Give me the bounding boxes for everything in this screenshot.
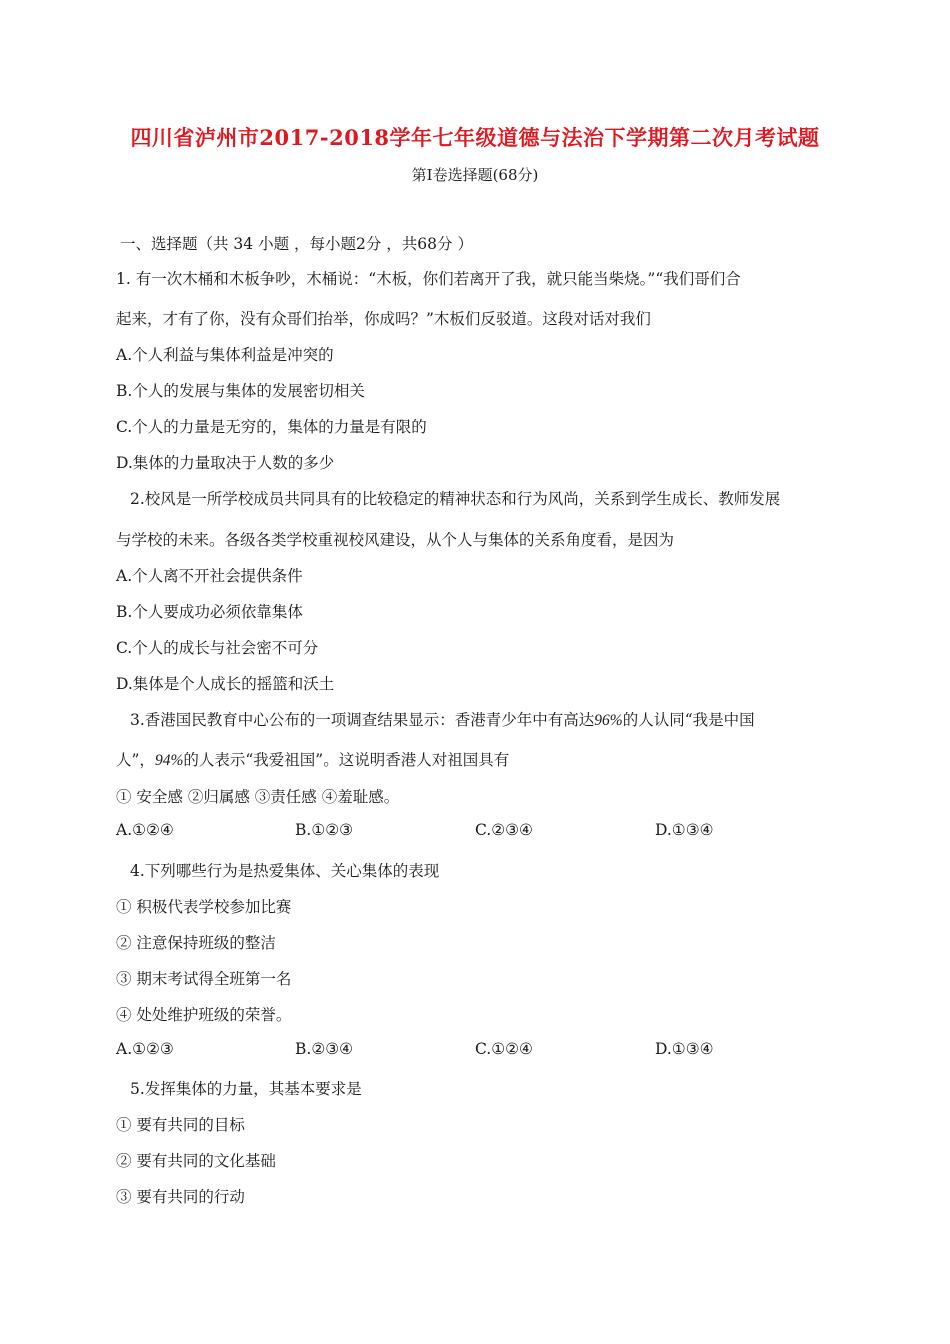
question-4-option-c: C.①②④: [475, 1040, 533, 1058]
question-3-line-1-text-a: 3.香港国民教育中心公布的一项调查结果显示：香港青少年中有高达: [130, 711, 595, 729]
question-4-option-a: A.①②③: [116, 1040, 174, 1058]
question-4-item-1: ① 积极代表学校参加比赛: [116, 898, 292, 916]
question-3-line-1: [130, 708, 755, 730]
question-2-line-2: 与学校的未来。各级各类学校重视校风建设，从个人与集体的关系角度看，是因为: [116, 531, 675, 549]
question-3-percent-1: 96%: [594, 712, 623, 729]
question-4-stem: 4.下列哪些行为是热爱集体、关心集体的表现: [130, 862, 440, 880]
question-3-line-2: [116, 748, 509, 770]
question-2-option-d: D.集体是个人成长的摇篮和沃土: [116, 675, 335, 693]
question-2-option-b: B.个人要成功必须依靠集体: [116, 603, 303, 621]
question-1-option-d: D.集体的力量取决于人数的多少: [116, 454, 335, 472]
question-2-option-c: C.个人的成长与社会密不可分: [116, 639, 319, 657]
question-3-line-1-text-b: 的人认同“我是中国: [622, 711, 755, 729]
question-3-percent-2: 94%: [154, 752, 184, 769]
question-1-option-c: C.个人的力量是无穷的，集体的力量是有限的: [116, 418, 427, 436]
question-2-line-1: 2.校风是一所学校成员共同具有的比较稳定的精神状态和行为风尚，关系到学生成长、教师发展: [130, 490, 781, 508]
question-1-option-b: B.个人的发展与集体的发展密切相关: [116, 382, 365, 400]
question-4-item-3: ③ 期末考试得全班第一名: [116, 970, 292, 988]
question-3-option-d: D.①③④: [655, 821, 714, 839]
question-5-stem: 5.发挥集体的力量，其基本要求是: [130, 1080, 362, 1098]
question-3-option-b: B.①②③: [295, 821, 354, 839]
question-3-line-2-text-a: 人”，: [116, 751, 155, 769]
question-5-item-3: ③ 要有共同的行动: [116, 1188, 245, 1206]
section-heading: 一、选择题（共 34 小题 ，每小题2分 ，共68分 ）: [120, 235, 473, 253]
question-3-items: ① 安全感 ②归属感 ③责任感 ④羞耻感。: [116, 788, 400, 806]
question-3-option-c: C.②③④: [475, 821, 533, 839]
question-2-option-a: A.个人离不开社会提供条件: [116, 567, 303, 585]
section-subtitle: 第Ⅰ卷选择题(68分): [411, 166, 539, 184]
question-5-item-1: ① 要有共同的目标: [116, 1116, 245, 1134]
question-1-option-a: A.个人利益与集体利益是冲突的: [116, 346, 334, 364]
question-4-option-b: B.②③④: [295, 1040, 354, 1058]
question-4-item-2: ② 注意保持班级的整洁: [116, 934, 276, 952]
question-5-item-2: ② 要有共同的文化基础: [116, 1152, 276, 1170]
question-3-option-a: A.①②④: [116, 821, 174, 839]
question-4-item-4: ④ 处处维护班级的荣誉。: [116, 1006, 292, 1024]
page-title: 四川省泸州市2017-2018学年七年级道德与法治下学期第二次月考试题: [130, 125, 820, 150]
question-3-line-2-text-b: 的人表示“我爱祖国”。这说明香港人对祖国具有: [183, 751, 510, 769]
question-1-line-1: 1. 有一次木桶和木板争吵，木桶说：“木板，你们若离开了我，就只能当柴烧。”“我们哥们合: [116, 270, 741, 288]
question-4-option-d: D.①③④: [655, 1040, 714, 1058]
question-1-line-2: 起来，才有了你，没有众哥们抬举，你成吗？”木板们反驳道。这段对话对我们: [116, 310, 651, 328]
